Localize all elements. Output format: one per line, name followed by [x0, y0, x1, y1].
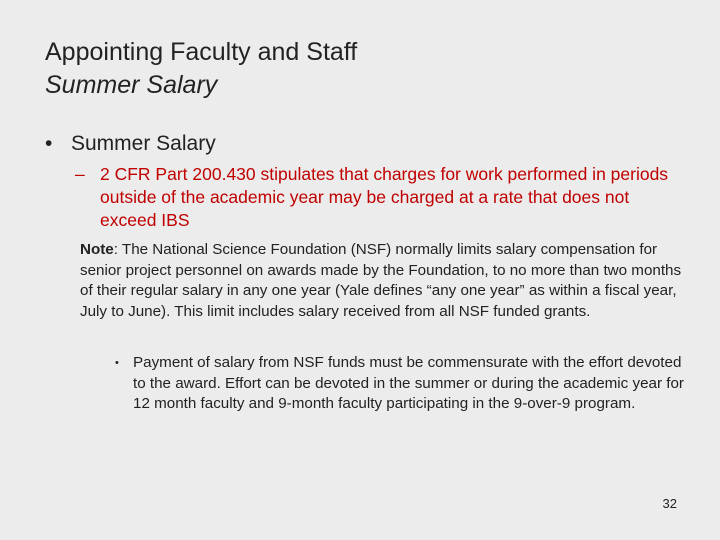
page-number: 32	[662, 496, 677, 511]
note-label: Note	[80, 241, 114, 258]
slide-title	[45, 36, 357, 102]
dash-marker: –	[75, 164, 85, 184]
sub-sub-bullet-payment	[115, 353, 690, 415]
bullet-text: Summer Salary	[71, 132, 216, 155]
sub-bullet-text: 2 CFR Part 200.430 stipulates that charges for work performed in periods outside of the academic year may be charged at a rate that does not exceed IBS	[100, 164, 669, 230]
note-text: : The National Science Foundation (NSF) normally limits salary compensation for senior project personnel on awards made by the Foundation, to no more than two months of their regular salary in any one year (Yale defines “any one year” as within a fiscal year, July to June). This limit includes salary received from all NSF funded grants.	[80, 241, 682, 320]
title-line-2: Summer Salary	[45, 71, 218, 99]
nsf-note	[80, 240, 685, 322]
sub-bullet-cfr	[75, 163, 685, 232]
small-bullet-marker: •	[115, 357, 119, 369]
payment-text: Payment of salary from NSF funds must be commensurate with the effort devoted to the award. Effort can be devoted in the summer or during the academic year for 12 month faculty and 9-month faculty participating in the 9-over-9 program.	[133, 354, 684, 412]
bullet-summer-salary	[45, 130, 216, 158]
bullet-marker: •	[45, 132, 53, 155]
title-line-1: Appointing Faculty and Staff	[45, 38, 358, 66]
